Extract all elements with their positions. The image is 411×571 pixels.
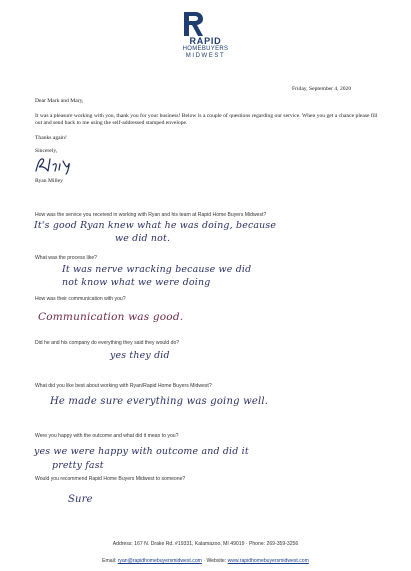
survey-answer-1-line-2: we did not. (115, 233, 171, 244)
survey-question-1: How was the service you received in working with Ryan and his team at Rapid Home Buyers Midwest? (35, 212, 267, 218)
footer-address: Address: 167 N. Drake Rd. #19331, Kalamazoo, MI 49019 · Phone: 269-359-3256 (112, 541, 299, 547)
survey-question-2: What was the process like? (35, 255, 98, 261)
email-label: Email: (102, 558, 117, 564)
letter-date: Friday, September 4, 2020 (292, 86, 352, 92)
survey-answer-1-line-1: It's good Ryan knew what he was doing, because (34, 220, 277, 231)
survey-answer-4: yes they did (110, 350, 170, 361)
logo-region: MIDWEST (185, 53, 226, 59)
survey-answer-2-line-2: not know what we were doing (62, 277, 211, 288)
survey-answer-2-line-1: It was nerve wracking because we did (62, 264, 252, 275)
survey-question-7: Would you recommend Rapid Home Buyers Midwest to someone? (35, 476, 186, 482)
survey-answer-5: He made sure everything was going well. (50, 396, 269, 407)
survey-answer-6-line-1: yes we were happy with outcome and did it (34, 446, 249, 457)
handwritten-signature (33, 155, 85, 175)
website-link[interactable]: www.rapidhomebuyersmidwest.com (227, 558, 309, 564)
survey-answer-7: Sure (68, 494, 93, 505)
survey-answer-6-line-2: pretty fast (52, 460, 104, 471)
website-label: · Website: (203, 558, 227, 564)
survey-question-3: How was their communication with you? (35, 296, 126, 302)
email-link[interactable]: ryan@rapidhomebuyersmidwest.com (117, 558, 202, 564)
survey-answer-3: Communication was good. (38, 311, 184, 323)
survey-question-5: What did you like best about working with Ryan/Rapid Home Buyers Midwest? (35, 383, 212, 389)
survey-question-6: Were you happy with the outcome and what did it mean to you? (35, 433, 179, 439)
letter-thanks: Thanks again! (35, 135, 67, 141)
footer-contact (0, 558, 411, 564)
company-logo-icon (180, 10, 206, 38)
letter-body: It was a pleasure working with you, thank you for your business! Below is a couple of questions regarding our service. When you get a chance please fill out and send back to me using the self-addressed stamped envelope. (35, 113, 378, 127)
logo-subtitle: HOMEBUYERS (182, 46, 229, 52)
letter-closing: Sincerely, (35, 148, 58, 154)
letter-greeting: Dear Mark and Mary, (35, 98, 84, 104)
survey-question-4: Did he and his company do everything they said they would do? (35, 340, 180, 346)
logo-name: RAPID (189, 36, 222, 46)
signer-name: Ryan Milley (35, 178, 63, 184)
